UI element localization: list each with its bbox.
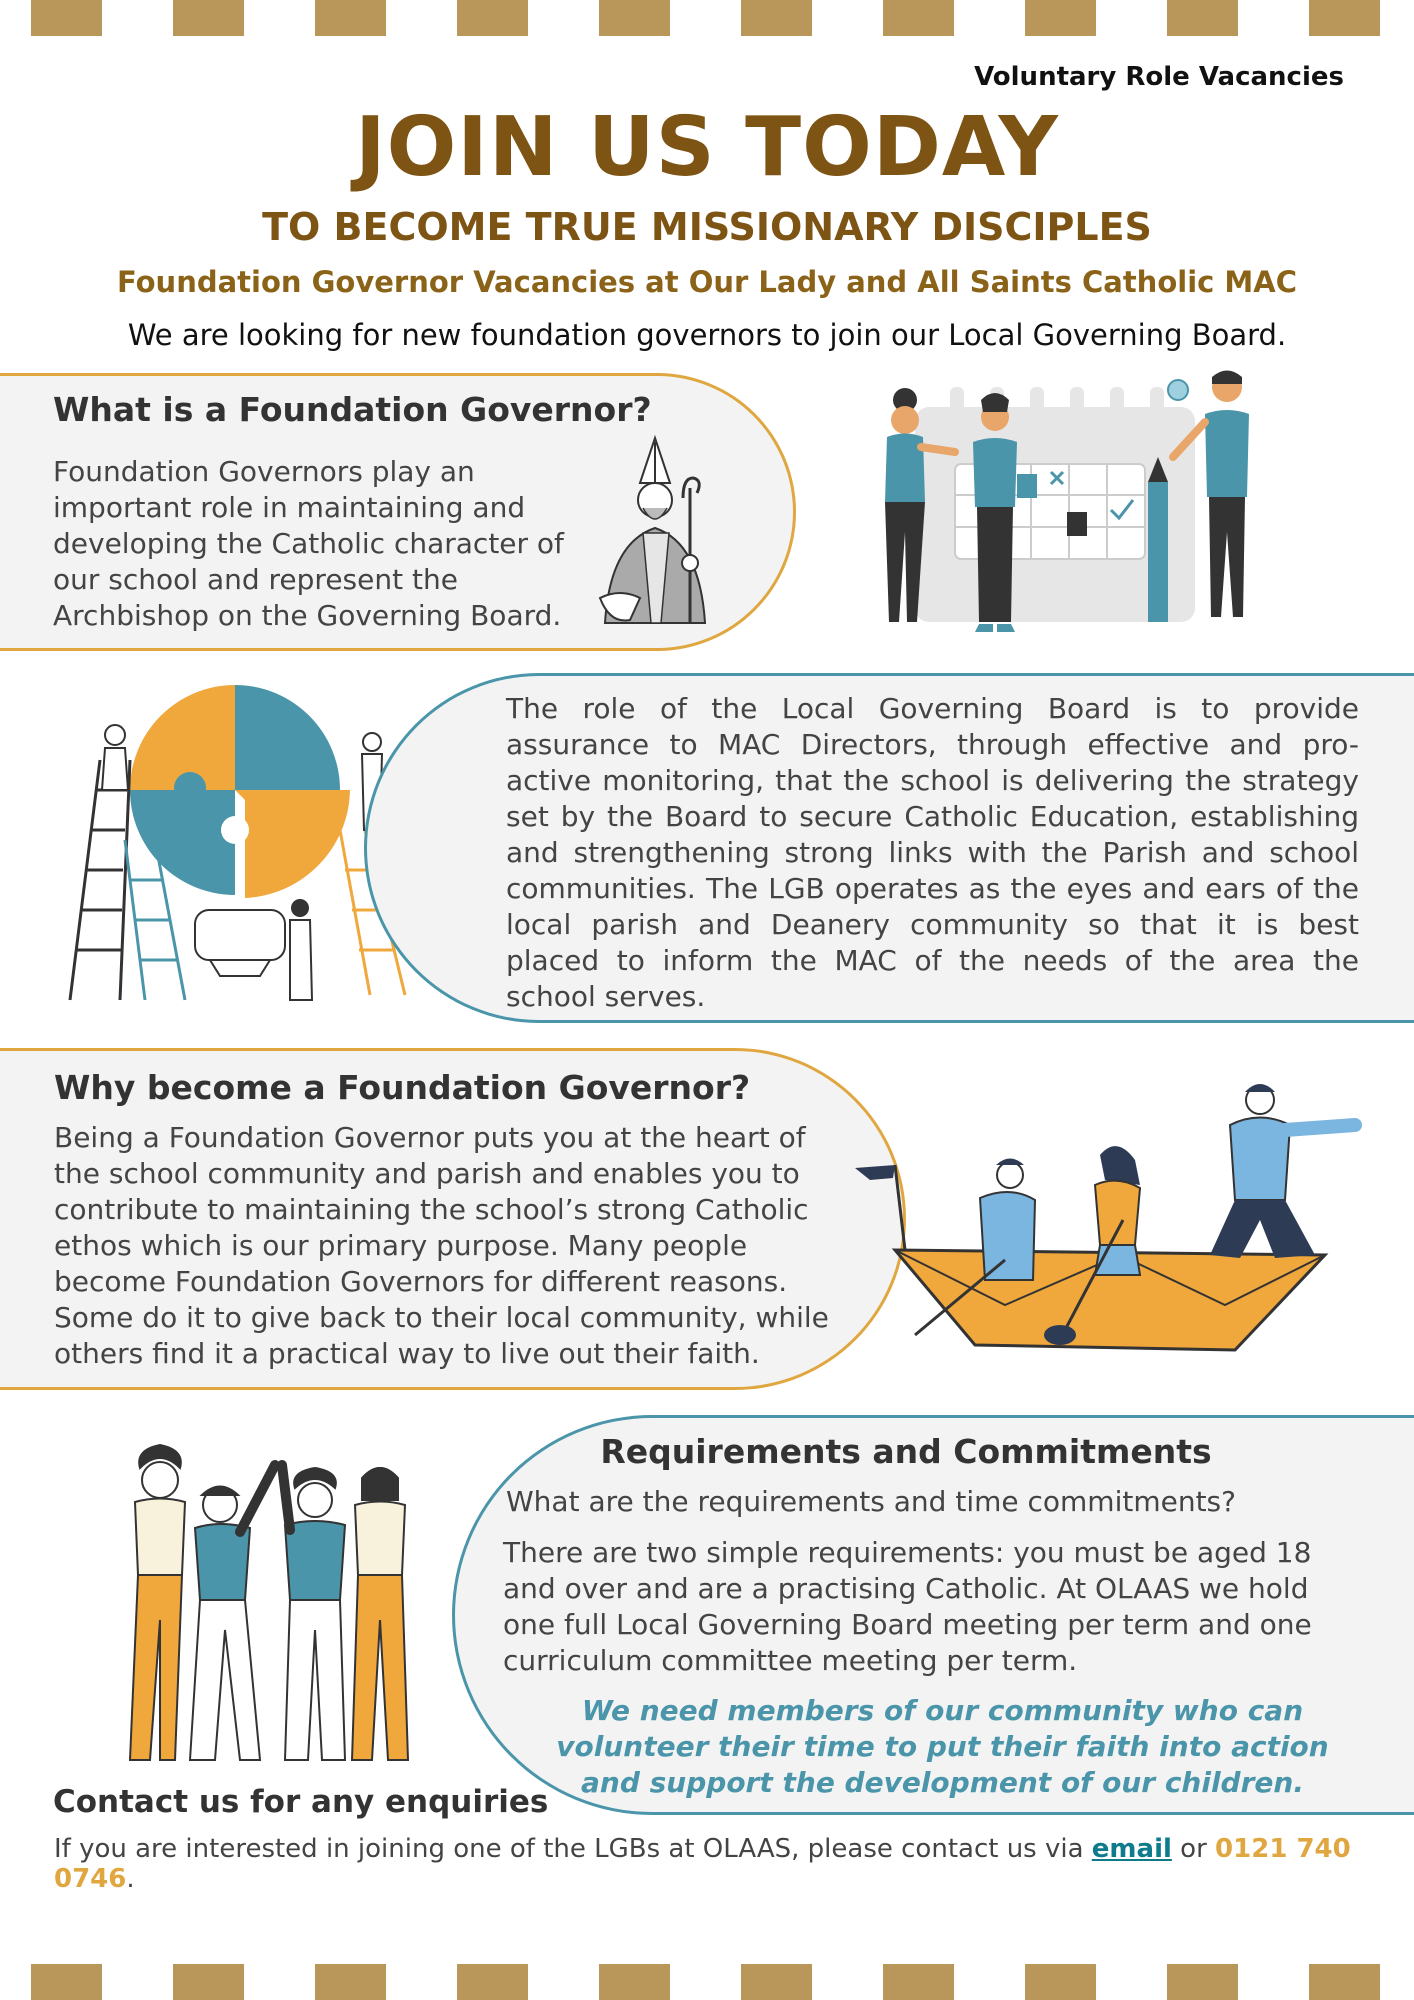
contact-text-middle: or [1171, 1834, 1216, 1864]
requirements-body: There are two simple requirements: you must be aged 18 and over and are a practising Catholic. At OLAAS we hold one full Local Governing Board meeting per term and one curriculum committee meeting per term. [503, 1536, 1312, 1677]
high-five-group-icon [90, 1440, 450, 1775]
email-link[interactable]: email [1091, 1834, 1172, 1864]
bottom-stripe-border [0, 1964, 1414, 2000]
volunteer-callout: We need members of our community who can volunteer their time to put their faith into action and support the development of our children. [556, 1694, 1329, 1799]
voluntary-role-tag: Voluntary Role Vacancies [974, 62, 1344, 92]
why-become-title: Why become a Foundation Governor? [54, 1068, 751, 1107]
why-become-body: Being a Foundation Governor puts you at the heart of the school community and parish and enables you to contribute to maintaining the school’s strong Catholic ethos which is our primary purpose. Many people become Foundation Governors for different reasons. Some do it to give back to their local community, while others find it a practical way to live out their faith. [54, 1121, 829, 1370]
page-subtitle: TO BECOME TRUE MISSIONARY DISCIPLES [262, 205, 1152, 249]
contact-text-before: If you are interested in joining one of the LGBs at OLAAS, please contact us via [54, 1834, 1092, 1864]
page-title: JOIN US TODAY [355, 100, 1059, 195]
contact-text-after: . [126, 1864, 135, 1894]
contact-title: Contact us for any enquiries [53, 1784, 549, 1820]
what-is-title: What is a Foundation Governor? [53, 390, 652, 429]
calendar-team-icon [855, 372, 1275, 642]
bishop-icon [585, 438, 725, 628]
what-is-body: Foundation Governors play an important role in maintaining and developing the Catholic character of our school and represent the Archbishop on the Governing Board. [53, 455, 564, 632]
top-stripe-border [0, 0, 1414, 36]
lgb-role-body: The role of the Local Governing Board is to provide assurance to MAC Directors, through effective and pro-active monitoring, that the school is delivering the strategy set by the Board to secure Catholic Education, establishing and strengthening strong links with the Parish and school communities. The LGB operates as the eyes and ears of the local parish and Deanery community so that it is best placed to inform the MAC of the needs of the area the school serves. [506, 692, 1359, 1013]
requirements-question: What are the requirements and time commitments? [506, 1485, 1237, 1518]
intro-text: We are looking for new foundation governors to join our Local Governing Board. [127, 318, 1287, 352]
contact-line [54, 1834, 1414, 1894]
boat-team-icon [855, 1080, 1365, 1360]
vacancies-heading: Foundation Governor Vacancies at Our Lady and All Saints Catholic MAC [116, 265, 1298, 299]
phone-number[interactable]: 0121 740 0746 [54, 1834, 1351, 1894]
requirements-title: Requirements and Commitments [600, 1432, 1212, 1471]
